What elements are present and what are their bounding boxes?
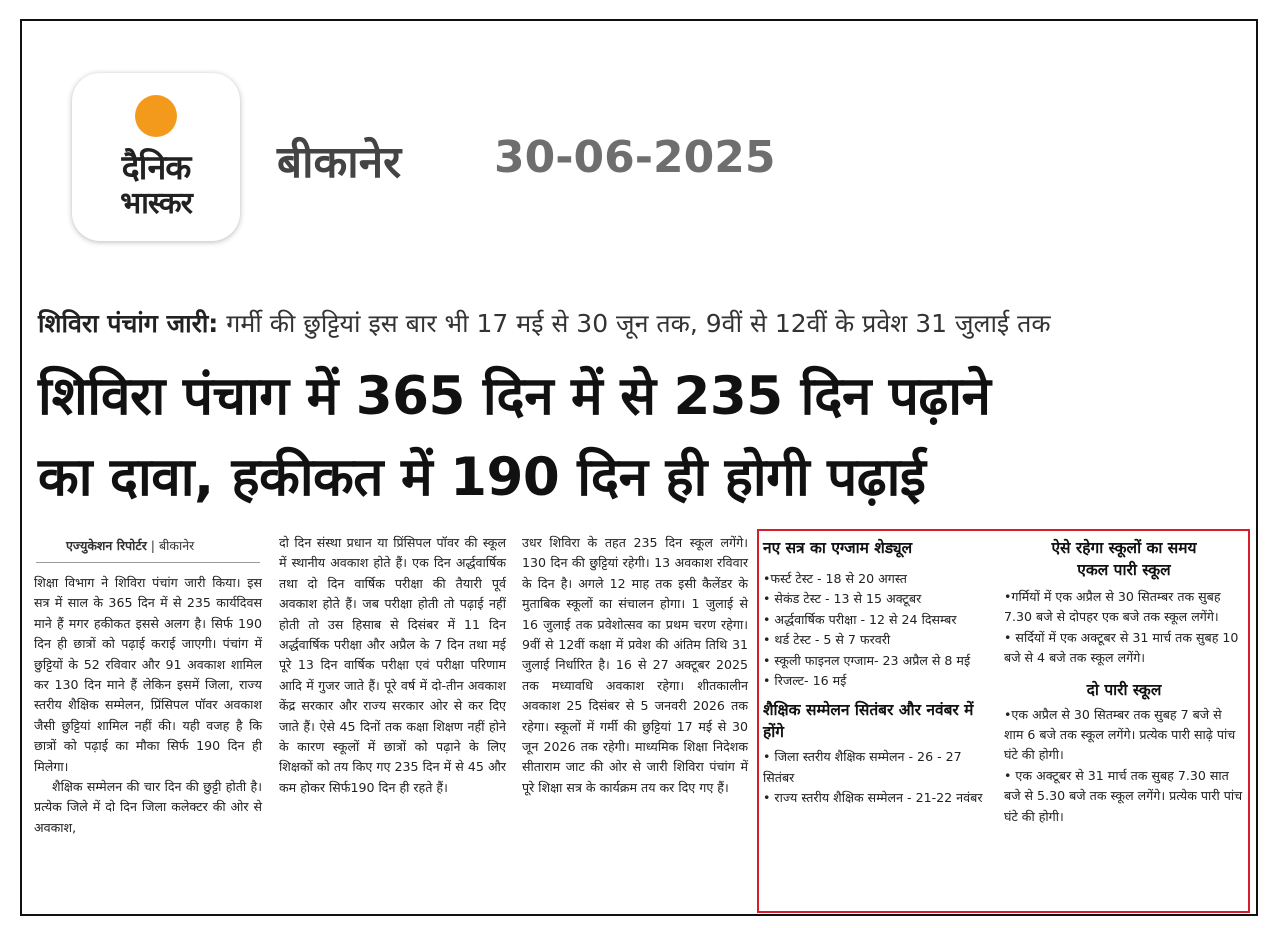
paragraph: शिक्षा विभाग ने शिविरा पंचांग जारी किया। इस सत्र में साल के 365 दिन में से 235 कार्यदिवस माने हैं मगर हकीकत इससे अलग है। सिर्फ 190 दिन ही छात्रों को पढ़ाई कराई जाएगी। पंचांग में छुट्टियों के 52 रविवार और 91 अवकाश शामिल कर 130 दिन माने हैं लेकिन इसमें जिला, राज्य स्तरीय शैक्षिक सम्मेलन, प्रिंसिपल पॉवर अवकाश जैसी छुट्टियां शामिल नहीं की। यही वजह है कि छात्रों को पढ़ाई का मौका सिर्फ 190 दिन ही मिलेगा। — [34, 575, 262, 774]
list-item: •फर्स्ट टेस्ट - 18 से 20 अगस्त — [763, 571, 907, 586]
byline-city: बीकानेर — [158, 538, 195, 553]
double-shift-title: दो पारी स्कूल — [1086, 680, 1162, 699]
kicker-label: शिविरा पंचांग जारी: — [38, 309, 219, 338]
paragraph: उधर शिविरा के तहत 235 दिन स्कूल लगेंगे। 130 दिन की छुट्टियां रहेगी। 13 अवकाश रविवार के दिन है। अगले 12 माह तक इसी कैलेंडर के मुताबिक स्कूलों का संचालन होगा। 1 जुलाई से 16 जुलाई तक प्रवेशोत्सव का प्रथम चरण रहेगा। 9वीं से 12वीं कक्षा में प्रवेश की अंतिम तिथि 31 जुलाई निर्धारित है। 16 से 27 अक्टूबर 2025 तक मध्यावधि अवकाश रहेगा। शीतकालीन अवकाश 25 दिसंबर से 5 जनवरी 2026 तक रहेगा। स्कूलों में गर्मी की छुट्टियां 17 मई से 30 जून 2026 तक रहेगी। माध्यमिक शिक्षा निदेशक सीताराम जाट की ओर से जारी शिविरा पंचांग में पूरे शिक्षा सत्र के कार्यक्रम तय कर दिए गए हैं। — [522, 535, 748, 795]
main-headline-line-2: का दावा, हकीकत में 190 दिन ही होगी पढ़ाई — [38, 447, 926, 508]
edition-city: बीकानेर — [277, 137, 402, 188]
sun-icon — [135, 95, 177, 137]
school-timing-panel — [1004, 533, 1244, 827]
list-item: • रिजल्ट- 16 मई — [763, 673, 847, 689]
exam-schedule-panel — [763, 533, 991, 809]
school-timing-title: ऐसे रहेगा स्कूलों का समय — [1051, 539, 1197, 557]
list-item: • स्कूली फाइनल एग्जाम- 23 अप्रैल से 8 मई — [763, 652, 971, 668]
byline-separator: | — [146, 538, 159, 553]
paragraph: शैक्षिक सम्मेलन की चार दिन की छुट्टी होती है। प्रत्येक जिले में दो दिन जिला कलेक्टर की ओर से अवकाश, — [34, 779, 262, 835]
list-item: • राज्य स्तरीय शैक्षिक सम्मेलन - 21-22 नवंबर — [763, 790, 983, 806]
list-item: • जिला स्तरीय शैक्षिक सम्मेलन - 26 - 27 सितंबर — [763, 749, 962, 785]
list-item: • अर्द्धवार्षिक परीक्षा - 12 से 24 दिसम्बर — [763, 611, 957, 627]
article-column-2 — [279, 533, 506, 798]
article-column-3 — [522, 533, 748, 798]
single-shift-title: एकल पारी स्कूल — [1077, 561, 1171, 579]
list-item: •गर्मियों में एक अप्रैल से 30 सितम्बर तक सुबह 7.30 बजे से दोपहर एक बजे तक स्कूल लगेंगे। — [1004, 589, 1221, 625]
exam-schedule-title: नए सत्र का एग्जाम शेड्यूल — [763, 539, 913, 557]
list-item: •एक अप्रैल से 30 सितम्बर तक सुबह 7 बजे से शाम 6 बजे तक स्कूल लगेंगे। प्रत्येक पारी साढ़े पांच घंटे की होगी। — [1004, 706, 1236, 763]
main-headline-line-1: शिविरा पंचाग में 365 दिन में से 235 दिन पढ़ाने — [38, 366, 991, 427]
logo-text-bhaskar: भास्कर — [120, 186, 192, 221]
byline — [66, 537, 194, 554]
list-item: • थर्ड टेस्ट - 5 से 7 फरवरी — [763, 632, 891, 648]
byline-divider — [36, 562, 260, 563]
logo-text-dainik: दैनिक — [121, 148, 191, 188]
paragraph: दो दिन संस्था प्रधान या प्रिंसिपल पॉवर की स्कूल में स्थानीय अवकाश होते हैं। एक दिन अर्द्धवार्षिक तथा दो दिन वार्षिक परीक्षा की तैयारी पूर्व अवकाश होते हैं। जब परीक्षा होती तो पढ़ाई नहीं होती तो उस हिसाब से दिसंबर में 11 दिन अर्द्धवार्षिक परीक्षा और अप्रैल के 7 दिन तथा मई पूरे 13 दिन वार्षिक परीक्षा एवं परीक्षा परिणाम आदि में गुजर जाते हैं। पूरे वर्ष में दो-तीन अवकाश केंद्र सरकार और राज्य सरकार ओर से कर दिए जाते हैं। ऐसे 45 दिनों तक कक्षा शिक्षण नहीं होने के कारण स्कूलों में छात्रों को पढ़ाने के लिए शिक्षकों को तय किए गए 235 दिन में से 45 और कम होकर सिर्फ190 दिन ही रहते हैं। — [279, 535, 506, 795]
kicker-headline — [38, 306, 1051, 340]
list-item: • सेकंड टेस्ट - 13 से 15 अक्टूबर — [763, 591, 922, 607]
kicker-text: गर्मी की छुट्टियां इस बार भी 17 मई से 30 जून तक, 9वीं से 12वीं के प्रवेश 31 जुलाई तक — [226, 309, 1051, 338]
seminar-title: शैक्षिक सम्मेलन सितंबर और नवंबर में होंगे — [763, 701, 974, 742]
dainik-bhaskar-logo — [72, 73, 240, 241]
list-item: • एक अक्टूबर से 31 मार्च तक सुबह 7.30 सात बजे से 5.30 बजे तक स्कूल लगेंगे। प्रत्येक पारी पांच घंटे की होगी। — [1004, 767, 1243, 824]
article-column-1 — [34, 573, 262, 838]
edition-date: 30-06-2025 — [494, 132, 776, 183]
byline-reporter: एज्युकेशन रिपोर्टर — [66, 538, 147, 553]
list-item: • सर्दियों में एक अक्टूबर से 31 मार्च तक सुबह 10 बजे से 4 बजे तक स्कूल लगेंगे। — [1004, 629, 1239, 666]
